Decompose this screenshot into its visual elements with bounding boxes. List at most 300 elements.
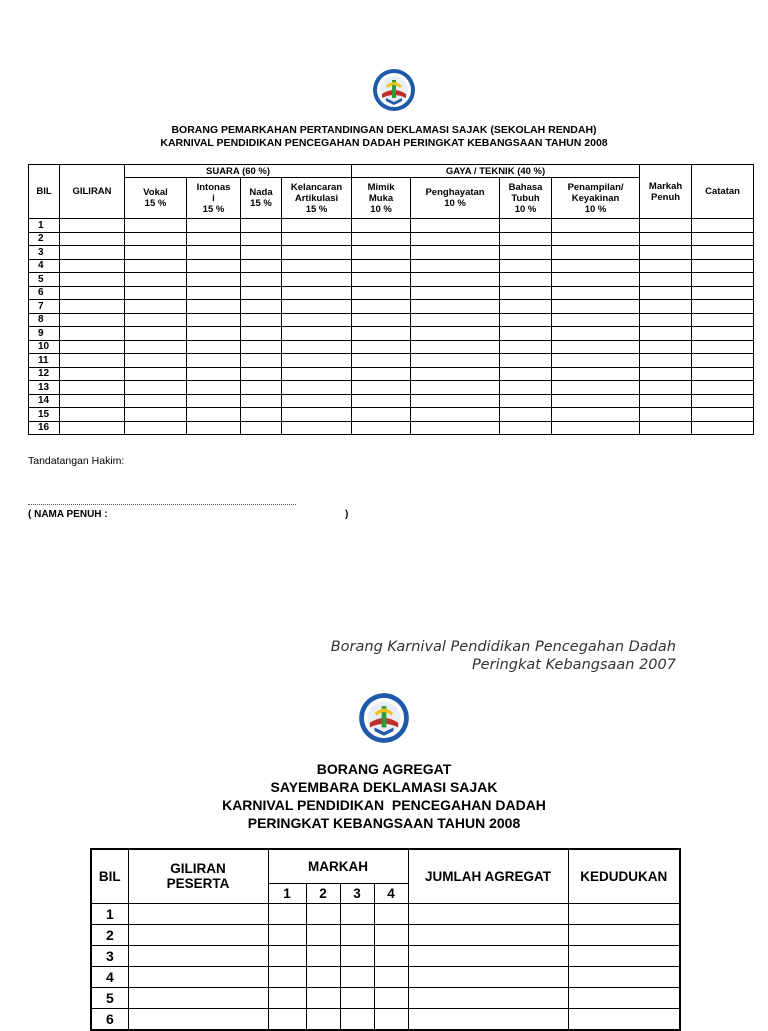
penghayatan-pct: 10 % bbox=[444, 198, 466, 209]
entry-cell[interactable] bbox=[268, 945, 306, 966]
entry-cell[interactable] bbox=[352, 354, 411, 368]
entry-cell[interactable] bbox=[60, 246, 125, 260]
entry-cell[interactable] bbox=[60, 327, 125, 341]
entry-cell[interactable] bbox=[552, 259, 640, 273]
row-number: 12 bbox=[29, 367, 60, 381]
entry-cell[interactable] bbox=[282, 219, 352, 233]
nama-penuh-label: ( NAMA PENUH : bbox=[28, 509, 108, 520]
row-number: 1 bbox=[29, 219, 60, 233]
entry-cell[interactable] bbox=[374, 945, 408, 966]
entry-cell[interactable] bbox=[306, 945, 340, 966]
entry-cell[interactable] bbox=[352, 381, 411, 395]
entry-cell[interactable] bbox=[552, 300, 640, 314]
entry-cell[interactable] bbox=[125, 300, 187, 314]
col-giliran: GILIRAN bbox=[60, 165, 125, 219]
entry-cell[interactable] bbox=[340, 924, 374, 945]
entry-cell[interactable] bbox=[241, 219, 282, 233]
entry-cell[interactable] bbox=[241, 354, 282, 368]
entry-cell[interactable] bbox=[60, 313, 125, 327]
entry-cell[interactable] bbox=[352, 300, 411, 314]
entry-cell[interactable] bbox=[552, 367, 640, 381]
entry-cell[interactable] bbox=[187, 313, 241, 327]
signature-label: Tandatangan Hakim: bbox=[28, 455, 125, 467]
entry-cell[interactable] bbox=[241, 246, 282, 260]
entry-cell[interactable] bbox=[282, 354, 352, 368]
entry-cell[interactable] bbox=[241, 313, 282, 327]
entry-cell[interactable] bbox=[187, 381, 241, 395]
entry-cell[interactable] bbox=[500, 340, 552, 354]
col-markah-4: 4 bbox=[374, 883, 408, 903]
row-number: 10 bbox=[29, 340, 60, 354]
table-row bbox=[29, 300, 754, 314]
row-number: 1 bbox=[91, 903, 128, 924]
row-number: 6 bbox=[29, 286, 60, 300]
entry-cell[interactable] bbox=[500, 300, 552, 314]
row-number: 3 bbox=[29, 246, 60, 260]
entry-cell[interactable] bbox=[500, 313, 552, 327]
table-row bbox=[29, 421, 754, 435]
entry-cell[interactable] bbox=[187, 327, 241, 341]
entry-cell[interactable] bbox=[552, 232, 640, 246]
entry-cell[interactable] bbox=[125, 354, 187, 368]
vokal-label: Vokal bbox=[143, 187, 168, 198]
entry-cell[interactable] bbox=[60, 219, 125, 233]
table-row bbox=[91, 966, 680, 987]
col-giliran-peserta bbox=[128, 849, 268, 903]
entry-cell[interactable] bbox=[282, 232, 352, 246]
entry-cell[interactable] bbox=[241, 273, 282, 287]
entry-cell[interactable] bbox=[268, 987, 306, 1008]
entry-cell[interactable] bbox=[640, 313, 692, 327]
entry-cell[interactable] bbox=[411, 273, 500, 287]
entry-cell[interactable] bbox=[60, 273, 125, 287]
entry-cell[interactable] bbox=[352, 327, 411, 341]
entry-cell[interactable] bbox=[282, 367, 352, 381]
entry-cell[interactable] bbox=[411, 394, 500, 408]
entry-cell[interactable] bbox=[640, 408, 692, 422]
aggregate-table bbox=[90, 848, 681, 1031]
entry-cell[interactable] bbox=[552, 340, 640, 354]
entry-cell[interactable] bbox=[692, 408, 754, 422]
table-row bbox=[29, 340, 754, 354]
penampilan-label-a: Penampilan/ bbox=[567, 181, 624, 193]
entry-cell[interactable] bbox=[411, 300, 500, 314]
signature-line[interactable] bbox=[28, 496, 296, 505]
entry-cell[interactable] bbox=[640, 232, 692, 246]
entry-cell[interactable] bbox=[282, 246, 352, 260]
entry-cell[interactable] bbox=[568, 903, 680, 924]
entry-cell[interactable] bbox=[692, 273, 754, 287]
intonasi-label-a: Intonas bbox=[196, 181, 231, 193]
table-row bbox=[29, 327, 754, 341]
emblem-icon bbox=[358, 692, 410, 744]
form1-title-line1: BORANG PEMARKAHAN PERTANDINGAN DEKLAMASI SAJAK (SEKOLAH RENDAH) bbox=[171, 124, 597, 136]
entry-cell[interactable] bbox=[125, 367, 187, 381]
entry-cell[interactable] bbox=[125, 232, 187, 246]
entry-cell[interactable] bbox=[60, 354, 125, 368]
entry-cell[interactable] bbox=[125, 408, 187, 422]
entry-cell[interactable] bbox=[352, 273, 411, 287]
entry-cell[interactable] bbox=[692, 259, 754, 273]
entry-cell[interactable] bbox=[282, 286, 352, 300]
entry-cell[interactable] bbox=[640, 246, 692, 260]
entry-cell[interactable] bbox=[128, 987, 268, 1008]
entry-cell[interactable] bbox=[241, 300, 282, 314]
mimik-label-a: Mimik bbox=[367, 181, 395, 193]
entry-cell[interactable] bbox=[187, 408, 241, 422]
entry-cell[interactable] bbox=[408, 1008, 568, 1030]
entry-cell[interactable] bbox=[411, 340, 500, 354]
entry-cell[interactable] bbox=[408, 987, 568, 1008]
entry-cell[interactable] bbox=[268, 966, 306, 987]
entry-cell[interactable] bbox=[692, 340, 754, 354]
entry-cell[interactable] bbox=[411, 327, 500, 341]
form1-title bbox=[0, 124, 768, 150]
entry-cell[interactable] bbox=[692, 327, 754, 341]
entry-cell[interactable] bbox=[374, 966, 408, 987]
entry-cell[interactable] bbox=[340, 1008, 374, 1030]
entry-cell[interactable] bbox=[411, 381, 500, 395]
entry-cell[interactable] bbox=[241, 381, 282, 395]
row-number: 11 bbox=[29, 354, 60, 368]
col-kedudukan: KEDUDUKAN bbox=[568, 849, 680, 903]
entry-cell[interactable] bbox=[692, 354, 754, 368]
entry-cell[interactable] bbox=[411, 408, 500, 422]
col-intonasi bbox=[187, 178, 241, 219]
col-vokal bbox=[125, 178, 187, 219]
entry-cell[interactable] bbox=[692, 381, 754, 395]
entry-cell[interactable] bbox=[340, 987, 374, 1008]
entry-cell[interactable] bbox=[187, 286, 241, 300]
entry-cell[interactable] bbox=[500, 367, 552, 381]
entry-cell[interactable] bbox=[692, 219, 754, 233]
markah-label: Markah bbox=[648, 180, 683, 192]
entry-cell[interactable] bbox=[408, 945, 568, 966]
bahasa-label-b: Tubuh bbox=[511, 192, 540, 204]
row-number: 13 bbox=[29, 381, 60, 395]
aggregate-table-body bbox=[91, 903, 680, 1030]
entry-cell[interactable] bbox=[692, 367, 754, 381]
col-kelancaran bbox=[282, 178, 352, 219]
entry-cell[interactable] bbox=[640, 273, 692, 287]
entry-cell[interactable] bbox=[125, 327, 187, 341]
row-number: 7 bbox=[29, 300, 60, 314]
entry-cell[interactable] bbox=[60, 421, 125, 435]
col-catatan: Catatan bbox=[692, 165, 754, 219]
table-row bbox=[29, 394, 754, 408]
ministry-logo-bottom bbox=[358, 692, 410, 744]
row-number: 9 bbox=[29, 327, 60, 341]
entry-cell[interactable] bbox=[125, 394, 187, 408]
entry-cell[interactable] bbox=[352, 259, 411, 273]
row-number: 15 bbox=[29, 408, 60, 422]
col-markah-2: 2 bbox=[306, 883, 340, 903]
entry-cell[interactable] bbox=[60, 286, 125, 300]
entry-cell[interactable] bbox=[352, 340, 411, 354]
entry-cell[interactable] bbox=[60, 408, 125, 422]
entry-cell[interactable] bbox=[241, 340, 282, 354]
entry-cell[interactable] bbox=[187, 394, 241, 408]
entry-cell[interactable] bbox=[125, 286, 187, 300]
entry-cell[interactable] bbox=[692, 313, 754, 327]
entry-cell[interactable] bbox=[374, 1008, 408, 1030]
entry-cell[interactable] bbox=[282, 300, 352, 314]
entry-cell[interactable] bbox=[306, 903, 340, 924]
entry-cell[interactable] bbox=[241, 286, 282, 300]
entry-cell[interactable] bbox=[411, 219, 500, 233]
mimik-pct: 10 % bbox=[370, 203, 392, 215]
entry-cell[interactable] bbox=[692, 421, 754, 435]
entry-cell[interactable] bbox=[306, 924, 340, 945]
entry-cell[interactable] bbox=[125, 273, 187, 287]
entry-cell[interactable] bbox=[60, 259, 125, 273]
entry-cell[interactable] bbox=[241, 408, 282, 422]
entry-cell[interactable] bbox=[282, 408, 352, 422]
entry-cell[interactable] bbox=[500, 246, 552, 260]
penampilan-label-b: Keyakinan bbox=[571, 192, 620, 204]
entry-cell[interactable] bbox=[352, 394, 411, 408]
entry-cell[interactable] bbox=[340, 945, 374, 966]
entry-cell[interactable] bbox=[60, 340, 125, 354]
entry-cell[interactable] bbox=[60, 394, 125, 408]
entry-cell[interactable] bbox=[640, 300, 692, 314]
table-row bbox=[91, 1008, 680, 1030]
entry-cell[interactable] bbox=[692, 232, 754, 246]
entry-cell[interactable] bbox=[640, 286, 692, 300]
entry-cell[interactable] bbox=[306, 987, 340, 1008]
entry-cell[interactable] bbox=[352, 367, 411, 381]
entry-cell[interactable] bbox=[640, 394, 692, 408]
entry-cell[interactable] bbox=[60, 232, 125, 246]
form2-title-line2: SAYEMBARA DEKLAMASI SAJAK bbox=[270, 779, 498, 795]
vokal-pct: 15 % bbox=[144, 198, 167, 209]
entry-cell[interactable] bbox=[411, 367, 500, 381]
form-note bbox=[331, 638, 676, 674]
table-row bbox=[91, 903, 680, 924]
entry-cell[interactable] bbox=[128, 903, 268, 924]
entry-cell[interactable] bbox=[500, 408, 552, 422]
table-row bbox=[29, 273, 754, 287]
entry-cell[interactable] bbox=[241, 259, 282, 273]
ministry-logo-top bbox=[372, 68, 416, 112]
entry-cell[interactable] bbox=[552, 313, 640, 327]
entry-cell[interactable] bbox=[411, 354, 500, 368]
entry-cell[interactable] bbox=[187, 300, 241, 314]
entry-cell[interactable] bbox=[340, 903, 374, 924]
entry-cell[interactable] bbox=[187, 354, 241, 368]
entry-cell[interactable] bbox=[692, 286, 754, 300]
entry-cell[interactable] bbox=[306, 966, 340, 987]
group-gaya: GAYA / TEKNIK (40 %) bbox=[352, 165, 640, 178]
entry-cell[interactable] bbox=[128, 924, 268, 945]
entry-cell[interactable] bbox=[125, 381, 187, 395]
entry-cell[interactable] bbox=[125, 246, 187, 260]
entry-cell[interactable] bbox=[282, 394, 352, 408]
entry-cell[interactable] bbox=[187, 273, 241, 287]
entry-cell[interactable] bbox=[60, 381, 125, 395]
peserta-label: PESERTA bbox=[166, 876, 230, 892]
entry-cell[interactable] bbox=[408, 903, 568, 924]
entry-cell[interactable] bbox=[552, 354, 640, 368]
entry-cell[interactable] bbox=[552, 394, 640, 408]
entry-cell[interactable] bbox=[352, 421, 411, 435]
entry-cell[interactable] bbox=[500, 259, 552, 273]
entry-cell[interactable] bbox=[187, 367, 241, 381]
entry-cell[interactable] bbox=[640, 381, 692, 395]
kelancaran-label-b: Artikulasi bbox=[294, 192, 339, 204]
entry-cell[interactable] bbox=[552, 273, 640, 287]
entry-cell[interactable] bbox=[352, 232, 411, 246]
entry-cell[interactable] bbox=[552, 327, 640, 341]
row-number: 3 bbox=[91, 945, 128, 966]
entry-cell[interactable] bbox=[411, 232, 500, 246]
entry-cell[interactable] bbox=[241, 394, 282, 408]
entry-cell[interactable] bbox=[640, 367, 692, 381]
entry-cell[interactable] bbox=[352, 246, 411, 260]
entry-cell[interactable] bbox=[187, 232, 241, 246]
row-number: 2 bbox=[91, 924, 128, 945]
bahasa-pct: 10 % bbox=[514, 203, 537, 215]
col-penghayatan bbox=[411, 178, 500, 219]
table-row bbox=[29, 259, 754, 273]
entry-cell[interactable] bbox=[374, 924, 408, 945]
row-number: 5 bbox=[91, 987, 128, 1008]
form2-title bbox=[0, 760, 768, 832]
entry-cell[interactable] bbox=[340, 966, 374, 987]
entry-cell[interactable] bbox=[568, 1008, 680, 1030]
entry-cell[interactable] bbox=[241, 327, 282, 341]
entry-cell[interactable] bbox=[187, 259, 241, 273]
entry-cell[interactable] bbox=[552, 408, 640, 422]
entry-cell[interactable] bbox=[552, 246, 640, 260]
entry-cell[interactable] bbox=[500, 421, 552, 435]
entry-cell[interactable] bbox=[500, 286, 552, 300]
table-row bbox=[91, 945, 680, 966]
entry-cell[interactable] bbox=[500, 354, 552, 368]
entry-cell[interactable] bbox=[500, 219, 552, 233]
entry-cell[interactable] bbox=[568, 987, 680, 1008]
entry-cell[interactable] bbox=[352, 286, 411, 300]
entry-cell[interactable] bbox=[241, 421, 282, 435]
entry-cell[interactable] bbox=[500, 394, 552, 408]
entry-cell[interactable] bbox=[125, 259, 187, 273]
entry-cell[interactable] bbox=[374, 903, 408, 924]
entry-cell[interactable] bbox=[187, 421, 241, 435]
entry-cell[interactable] bbox=[125, 421, 187, 435]
entry-cell[interactable] bbox=[568, 945, 680, 966]
scoring-table bbox=[28, 164, 754, 435]
entry-cell[interactable] bbox=[282, 273, 352, 287]
entry-cell[interactable] bbox=[692, 246, 754, 260]
entry-cell[interactable] bbox=[282, 421, 352, 435]
group-suara: SUARA (60 %) bbox=[125, 165, 352, 178]
row-number: 2 bbox=[29, 232, 60, 246]
row-number: 16 bbox=[29, 421, 60, 435]
entry-cell[interactable] bbox=[374, 987, 408, 1008]
col-markah-3: 3 bbox=[340, 883, 374, 903]
entry-cell[interactable] bbox=[282, 381, 352, 395]
entry-cell[interactable] bbox=[692, 394, 754, 408]
row-number: 6 bbox=[91, 1008, 128, 1030]
entry-cell[interactable] bbox=[352, 408, 411, 422]
entry-cell[interactable] bbox=[568, 966, 680, 987]
entry-cell[interactable] bbox=[500, 327, 552, 341]
entry-cell[interactable] bbox=[640, 354, 692, 368]
entry-cell[interactable] bbox=[500, 232, 552, 246]
entry-cell[interactable] bbox=[60, 300, 125, 314]
entry-cell[interactable] bbox=[411, 246, 500, 260]
entry-cell[interactable] bbox=[128, 966, 268, 987]
entry-cell[interactable] bbox=[408, 966, 568, 987]
col-bil: BIL bbox=[91, 849, 128, 903]
entry-cell[interactable] bbox=[411, 421, 500, 435]
entry-cell[interactable] bbox=[352, 313, 411, 327]
entry-cell[interactable] bbox=[241, 367, 282, 381]
entry-cell[interactable] bbox=[268, 903, 306, 924]
entry-cell[interactable] bbox=[187, 246, 241, 260]
row-number: 5 bbox=[29, 273, 60, 287]
entry-cell[interactable] bbox=[282, 313, 352, 327]
col-markah-1: 1 bbox=[268, 883, 306, 903]
entry-cell[interactable] bbox=[125, 313, 187, 327]
entry-cell[interactable] bbox=[552, 421, 640, 435]
entry-cell[interactable] bbox=[640, 340, 692, 354]
entry-cell[interactable] bbox=[268, 924, 306, 945]
table-row bbox=[29, 313, 754, 327]
kelancaran-label-a: Kelancaran bbox=[290, 181, 343, 193]
entry-cell[interactable] bbox=[282, 259, 352, 273]
entry-cell[interactable] bbox=[568, 924, 680, 945]
entry-cell[interactable] bbox=[552, 219, 640, 233]
entry-cell[interactable] bbox=[352, 219, 411, 233]
entry-cell[interactable] bbox=[128, 945, 268, 966]
entry-cell[interactable] bbox=[411, 259, 500, 273]
entry-cell[interactable] bbox=[552, 286, 640, 300]
entry-cell[interactable] bbox=[500, 273, 552, 287]
entry-cell[interactable] bbox=[411, 313, 500, 327]
entry-cell[interactable] bbox=[282, 327, 352, 341]
table-row bbox=[29, 232, 754, 246]
entry-cell[interactable] bbox=[552, 381, 640, 395]
row-number: 8 bbox=[29, 313, 60, 327]
entry-cell[interactable] bbox=[500, 381, 552, 395]
entry-cell[interactable] bbox=[128, 1008, 268, 1030]
entry-cell[interactable] bbox=[411, 286, 500, 300]
entry-cell[interactable] bbox=[125, 340, 187, 354]
penampilan-pct: 10 % bbox=[584, 203, 607, 215]
entry-cell[interactable] bbox=[60, 367, 125, 381]
entry-cell[interactable] bbox=[408, 924, 568, 945]
col-bil: BIL bbox=[29, 165, 60, 219]
table-row bbox=[29, 286, 754, 300]
col-bahasa-tubuh bbox=[500, 178, 552, 219]
entry-cell[interactable] bbox=[187, 219, 241, 233]
entry-cell[interactable] bbox=[640, 219, 692, 233]
note-line2: Peringkat Kebangsaan 2007 bbox=[471, 657, 676, 673]
table-row bbox=[91, 924, 680, 945]
entry-cell[interactable] bbox=[282, 340, 352, 354]
entry-cell[interactable] bbox=[268, 1008, 306, 1030]
entry-cell[interactable] bbox=[640, 421, 692, 435]
entry-cell[interactable] bbox=[125, 219, 187, 233]
entry-cell[interactable] bbox=[187, 340, 241, 354]
table-row bbox=[29, 219, 754, 233]
entry-cell[interactable] bbox=[640, 327, 692, 341]
entry-cell[interactable] bbox=[692, 300, 754, 314]
entry-cell[interactable] bbox=[640, 259, 692, 273]
entry-cell[interactable] bbox=[306, 1008, 340, 1030]
entry-cell[interactable] bbox=[241, 232, 282, 246]
